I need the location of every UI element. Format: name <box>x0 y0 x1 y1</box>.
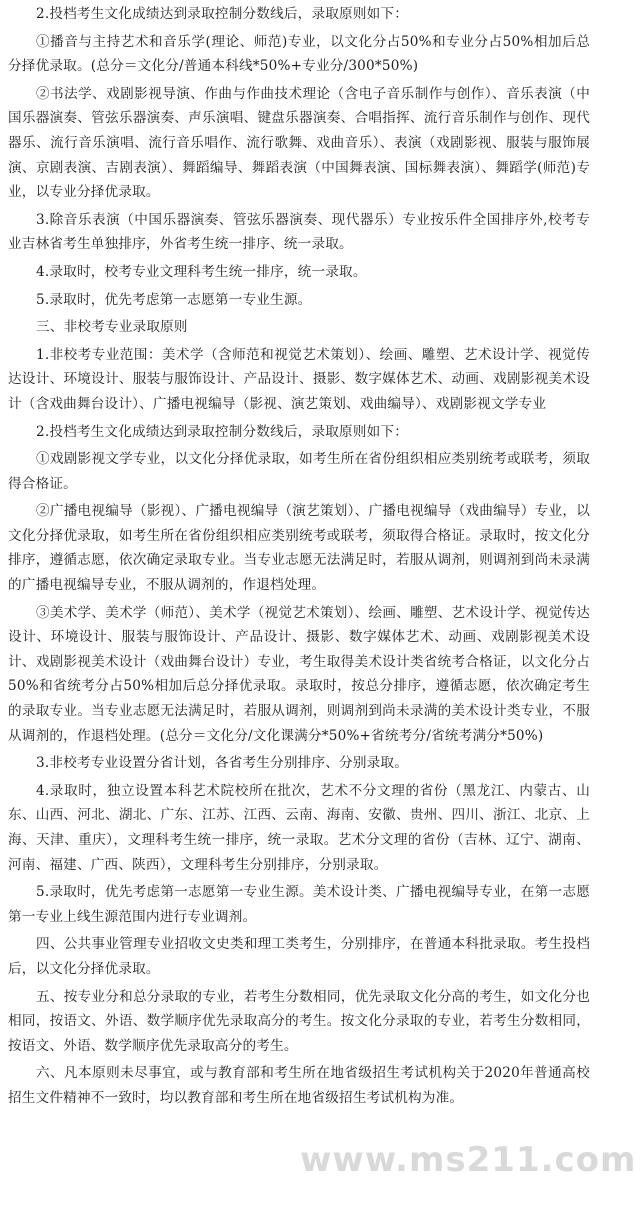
paragraph-4: 3.除音乐表演（中国乐器演奏、管弦乐器演奏、现代器乐）专业按乐件全国排序外,校考专业吉林省考生单独排序，外省考生统一排序、统一录取。 <box>8 211 590 253</box>
paragraph-13: 3.非校考专业设置分省计划，各省考生分别排序、分别录取。 <box>36 755 409 772</box>
paragraph-3: ②书法学、戏剧影视导演、作曲与作曲技术理论（含电子音乐制作与创作）、音乐表演（中国乐器演奏、管弦乐器演奏、声乐演唱、键盘乐器演奏、合唱指挥、流行音乐制作与创作、现代器乐、流行音乐演唱、流行音乐唱作、流行歌舞、戏曲音乐）、表演（戏剧影视、服装与服饰展演、京剧表演、吉剧表演）、舞蹈编导、舞蹈表演（中国舞表演、国标舞表演）、舞蹈学(师范)专业，以专业分择优录取。 <box>8 85 590 201</box>
section-heading-5: 五、按专业分和总分录取的专业，若考生分数相同，优先录取文化分高的考生，如文化分也相同，按语文、外语、数学顺序优先录取高分的考生。按文化分录取的专业，若考生分数相同，按语文、外语、数学顺序优先录取高分的考生。 <box>8 988 590 1054</box>
paragraph-12: ③美术学、美术学（师范）、美术学（视觉艺术策划）、绘画、雕塑、艺术设计学、视觉传达设计、环境设计、服装与服饰设计、产品设计、摄影、数字媒体艺术、动画、戏剧影视美术设计、戏剧影视美术设计（戏曲舞台设计）专业，考生取得美术设计类省统考合格证，以文化分占50%和省统考分占50%相加后总分择优录取。录取时，按总分排序，遵循志愿，依次确定考生的录取专业。当专业志愿无法满足时，若服从调剂，则调剂到尚未录满的美术设计类专业，不服从调剂的，作退档处理。(总分＝文化分/文化课满分*50%+省统考分/省统考满分*50%) <box>8 604 590 744</box>
paragraph-8: 1.非校考专业范围：美术学（含师范和视觉艺术策划）、绘画、雕塑、艺术设计学、视觉传达设计、环境设计、服装与服饰设计、产品设计、摄影、数字媒体艺术、动画、戏剧影视美术设计（含戏曲舞台设计）、广播电视编导（影视、演艺策划、戏曲编导）、戏剧影视文学专业 <box>8 346 590 412</box>
paragraph-14: 4.录取时，独立设置本科艺术院校所在批次，艺术不分文理的省份（黑龙江、内蒙古、山东、山西、河北、湖北、广东、江苏、江西、云南、海南、安徽、贵州、四川、浙江、北京、上海、天津、重庆），文理科考生统一排序，统一录取。艺术分文理的省份（吉林、辽宁、湖南、河南、福建、广西、陕西），文理科考生分别排序，分别录取。 <box>8 782 590 873</box>
paragraph-11: ②广播电视编导（影视）、广播电视编导（演艺策划）、广播电视编导（戏曲编导）专业，以文化分择优录取，如考生所在省份组织相应类别统考或联考，须取得合格证。录取时，按文化分排序，遵循志愿，依次确定录取专业。当专业志愿无法满足时，若服从调剂，则调剂到尚未录满的广播电视编导专业，不服从调剂的，作退档处理。 <box>8 503 590 594</box>
paragraph-5: 4.录取时，校考专业文理科考生统一排序，统一录取。 <box>36 263 367 280</box>
paragraph-15: 5.录取时，优先考虑第一志愿第一专业生源。美术设计类、广播电视编导专业，在第一志愿第一专业上线生源范围内进行专业调剂。 <box>8 884 590 925</box>
section-heading-4: 四、公共事业管理专业招收文史类和理工类考生，分别排序，在普通本科批录取。考生投档后，以文化分择优录取。 <box>8 936 590 977</box>
paragraph-6: 5.录取时，优先考虑第一志愿第一专业生源。 <box>36 291 312 308</box>
section-heading-6: 六、凡本原则未尽事宜，或与教育部和考生所在地省级招生考试机构关于2020年普通高校招生文件精神不一致时，均以教育部和考生所在地省级招生考试机构为准。 <box>8 1065 590 1106</box>
watermark: www.ms211.com <box>300 1140 636 1180</box>
paragraph-1: 2.投档考生文化成绩达到录取控制分数线后，录取原则如下： <box>36 6 409 22</box>
paragraph-10: ①戏剧影视文学专业，以文化分择优录取，如考生所在省份组织相应类别统考或联考，须取得合格证。 <box>8 451 590 492</box>
paragraph-9: 2.投档考生文化成绩达到录取控制分数线后，录取原则如下： <box>36 423 409 440</box>
paragraph-2: ①播音与主持艺术和音乐学(理论、师范)专业，以文化分占50%和专业分占50%相加后总分择优录取。(总分＝文化分/普通本科线*50%+专业分/300*50%) <box>8 33 590 75</box>
section-heading-3: 三、非校考专业录取原则 <box>36 319 188 336</box>
